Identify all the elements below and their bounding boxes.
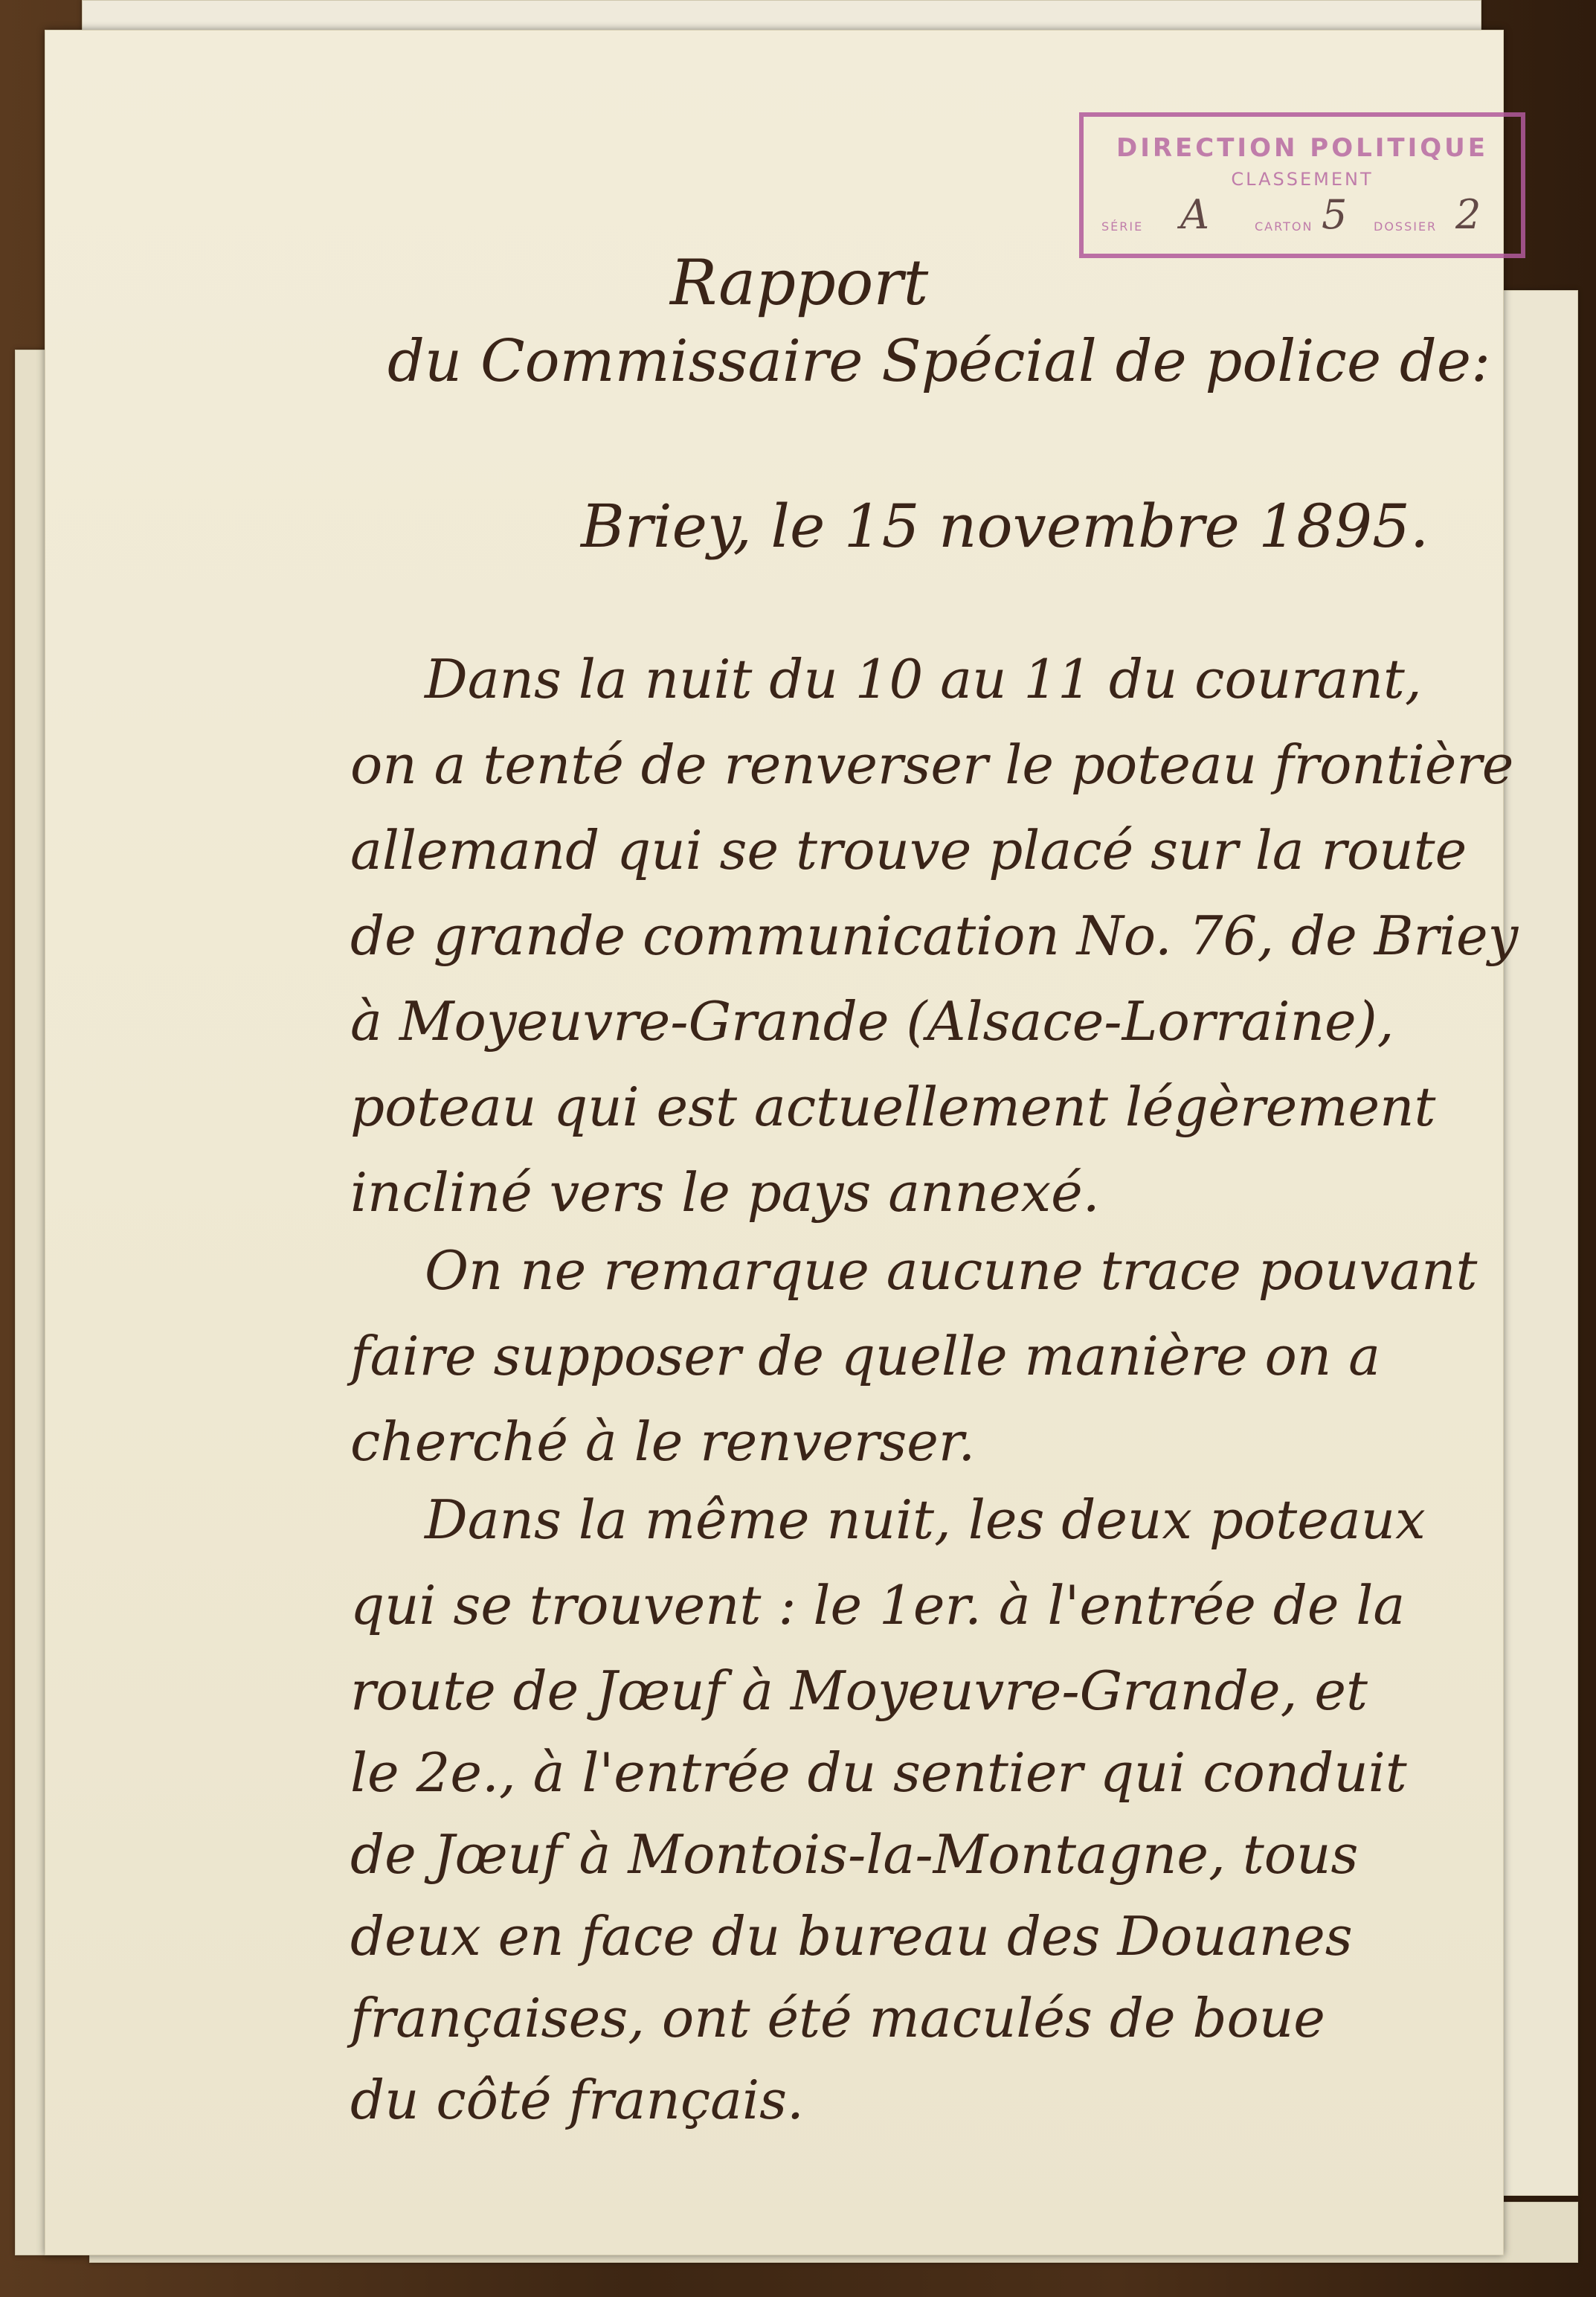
- letter-line: françaises, ont été maculés de boue: [350, 1987, 1325, 2049]
- letter-line: poteau qui est actuellement légèrement: [350, 1076, 1436, 1138]
- letter-line: Dans la nuit du 10 au 11 du courant,: [425, 648, 1422, 710]
- letter-subtitle: du Commissaire Spécial de police de:: [387, 328, 1491, 395]
- letter-line: faire supposer de quelle manière on a: [350, 1325, 1381, 1387]
- letter-line: on a tenté de renverser le poteau frontière: [350, 733, 1514, 796]
- letter-dateline: Briey, le 15 novembre 1895.: [581, 492, 1429, 561]
- letter-line: allemand qui se trouve placé sur la route: [350, 819, 1467, 881]
- stamp-title: DIRECTION POLITIQUE: [1116, 133, 1488, 163]
- stamp-subtitle: CLASSEMENT: [1231, 169, 1374, 190]
- letter-line: à Moyeuvre-Grande (Alsace-Lorraine),: [350, 990, 1394, 1053]
- stamp-dossier-value: 2: [1455, 191, 1481, 238]
- letter-line: cherché à le renverser.: [350, 1410, 976, 1473]
- document-page: [45, 30, 1519, 2255]
- letter-line: qui se trouvent : le 1er. à l'entrée de la: [350, 1574, 1406, 1636]
- stamp-dossier-label: DOSSIER: [1374, 219, 1438, 234]
- stamp-carton-value: 5: [1322, 191, 1348, 238]
- letter-title: Rapport: [670, 246, 929, 319]
- stamp-serie-value: A: [1180, 191, 1209, 238]
- letter-line: Dans la même nuit, les deux poteaux: [425, 1488, 1426, 1551]
- letter-line: du côté français.: [350, 2069, 804, 2131]
- letter-line: incliné vers le pays annexé.: [350, 1161, 1100, 1224]
- letter-line: deux en face du bureau des Douanes: [350, 1905, 1353, 1967]
- letter-line: route de Jœuf à Moyeuvre-Grande, et: [350, 1660, 1368, 1722]
- stamp-carton-label: CARTON: [1255, 219, 1313, 234]
- letter-line: le 2e., à l'entrée du sentier qui conduit: [350, 1741, 1407, 1804]
- letter-line: On ne remarque aucune trace pouvant: [425, 1239, 1478, 1302]
- letter-line: de grande communication No. 76, de Briey: [350, 905, 1519, 967]
- archive-stamp: [1079, 112, 1525, 258]
- letter-line: de Jœuf à Montois-la-Montagne, tous: [350, 1823, 1359, 1886]
- stamp-serie-label: SÉRIE: [1101, 219, 1144, 234]
